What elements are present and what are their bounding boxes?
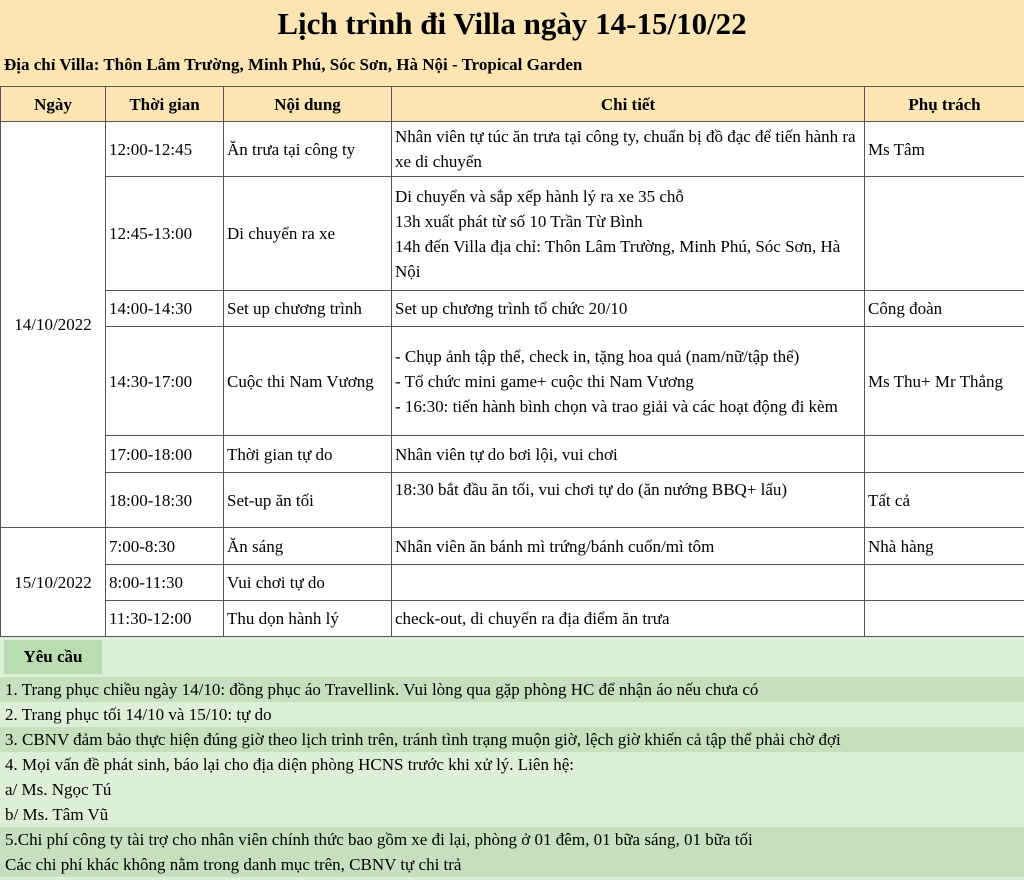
detail-line: - 16:30: tiến hành bình chọn và trao giải và các hoạt động đi kèm [395, 396, 838, 416]
content-cell: Di chuyển ra xe [224, 177, 392, 291]
detail-line: Di chuyển và sắp xếp hành lý ra xe 35 chỗ [395, 186, 684, 206]
detail-line: 13h xuất phát từ số 10 Trần Từ Bình [395, 211, 643, 231]
owner-cell: Nhà hàng [865, 528, 1024, 565]
detail-line: Nhân viên ăn bánh mì trứng/bánh cuốn/mì tôm [395, 536, 715, 556]
day-cell: 14/10/2022 [1, 122, 106, 528]
time-cell: 8:00-11:30 [106, 565, 224, 601]
time-cell: 11:30-12:00 [106, 601, 224, 637]
requirement-line: Các chi phí khác không nằm trong danh mục trên, CBNV tự chi trả [0, 852, 1024, 877]
villa-address: Địa chỉ Villa: Thôn Lâm Trường, Minh Phú, Sóc Sơn, Hà Nội - Tropical Garden [4, 55, 583, 74]
col-header-day: Ngày [1, 87, 106, 122]
table-row [1, 436, 1024, 473]
owner-cell [865, 177, 1024, 291]
page-title: Lịch trình đi Villa ngày 14-15/10/22 [277, 6, 747, 41]
time-cell: 17:00-18:00 [106, 436, 224, 473]
requirement-line: 4. Mọi vấn đề phát sinh, báo lại cho địa diện phòng HCNS trước khi xử lý. Liên hệ: [5, 755, 574, 774]
table-row [1, 565, 1024, 601]
time-cell: 7:00-8:30 [106, 528, 224, 565]
detail-cell [392, 601, 865, 637]
detail-line: - Chụp ảnh tập thể, check in, tặng hoa quả (nam/nữ/tập thể) [395, 346, 800, 366]
detail-line: 14h đến Villa địa chỉ: Thôn Lâm Trường, Minh Phú, Sóc Sơn, Hà Nội [395, 236, 841, 281]
time-cell: 14:30-17:00 [106, 327, 224, 436]
content-cell: Thời gian tự do [224, 436, 392, 473]
requirement-line: 3. CBNV đảm bảo thực hiện đúng giờ theo lịch trình trên, tránh tình trạng muộn giờ, lệch giờ khiến cả tập thể phải chờ đợi [0, 727, 1024, 752]
day-cell: 15/10/2022 [1, 528, 106, 637]
detail-line: Set up chương trình tổ chức 20/10 [395, 299, 628, 318]
requirement-line: a/ Ms. Ngọc Tú [5, 780, 112, 799]
detail-cell [392, 291, 865, 327]
detail-cell [392, 436, 865, 473]
requirement-line: 2. Trang phục tối 14/10 và 15/10: tự do [5, 705, 272, 724]
time-cell: 12:45-13:00 [106, 177, 224, 291]
time-cell: 14:00-14:30 [106, 291, 224, 327]
requirements-heading: Yêu cầu [4, 640, 102, 674]
detail-cell [392, 327, 865, 436]
owner-cell: Công đoàn [865, 291, 1024, 327]
table-row [1, 177, 1024, 291]
detail-cell [392, 565, 865, 601]
schedule-table [0, 86, 1024, 637]
requirement-line: 5.Chi phí công ty tài trợ cho nhân viên chính thức bao gồm xe đi lại, phòng ở 01 đêm, 01 bữa sáng, 01 bữa tối [0, 827, 1024, 852]
content-cell: Thu dọn hành lý [224, 601, 392, 637]
content-cell: Set-up ăn tối [224, 473, 392, 528]
content-cell: Set up chương trình [224, 291, 392, 327]
detail-cell [392, 122, 865, 177]
table-row [1, 327, 1024, 436]
owner-cell [865, 436, 1024, 473]
table-row [1, 291, 1024, 327]
detail-line: 18:30 bắt đầu ăn tối, vui chơi tự do (ăn nướng BBQ+ lẩu) [395, 480, 788, 499]
owner-cell: Ms Tâm [865, 122, 1024, 177]
content-cell: Cuộc thi Nam Vương [224, 327, 392, 436]
requirement-line: 1. Trang phục chiều ngày 14/10: đồng phục áo Travellink. Vui lòng qua gặp phòng HC để nhận áo nếu chưa có [0, 677, 1024, 702]
col-header-time: Thời gian [106, 87, 224, 122]
table-row [1, 528, 1024, 565]
table-row [1, 601, 1024, 637]
time-cell: 12:00-12:45 [106, 122, 224, 177]
owner-cell: Ms Thu+ Mr Thắng [865, 327, 1024, 436]
requirements-section [0, 637, 1024, 880]
table-header-row [1, 87, 1024, 122]
owner-cell [865, 601, 1024, 637]
table-row [1, 122, 1024, 177]
detail-cell [392, 177, 865, 291]
content-cell: Ăn sáng [224, 528, 392, 565]
content-cell: Ăn trưa tại công ty [224, 122, 392, 177]
requirement-line: b/ Ms. Tâm Vũ [5, 805, 109, 824]
detail-line: - Tổ chức mini game+ cuộc thi Nam Vương [395, 371, 694, 391]
table-row [1, 473, 1024, 528]
col-header-content: Nội dung [224, 87, 392, 122]
detail-line: Nhân viên tự do bơi lội, vui chơi [395, 444, 618, 464]
col-header-owner: Phụ trách [865, 87, 1024, 122]
content-cell: Vui chơi tự do [224, 565, 392, 601]
col-header-detail: Chi tiết [392, 87, 865, 122]
detail-cell [392, 473, 865, 528]
time-cell: 18:00-18:30 [106, 473, 224, 528]
detail-cell [392, 528, 865, 565]
detail-line: Nhân viên tự túc ăn trưa tại công ty, chuẩn bị đồ đạc để tiến hành ra xe di chuyển [395, 127, 856, 171]
detail-line: check-out, di chuyển ra địa điểm ăn trưa [395, 609, 670, 628]
owner-cell [865, 565, 1024, 601]
owner-cell: Tất cả [865, 473, 1024, 528]
